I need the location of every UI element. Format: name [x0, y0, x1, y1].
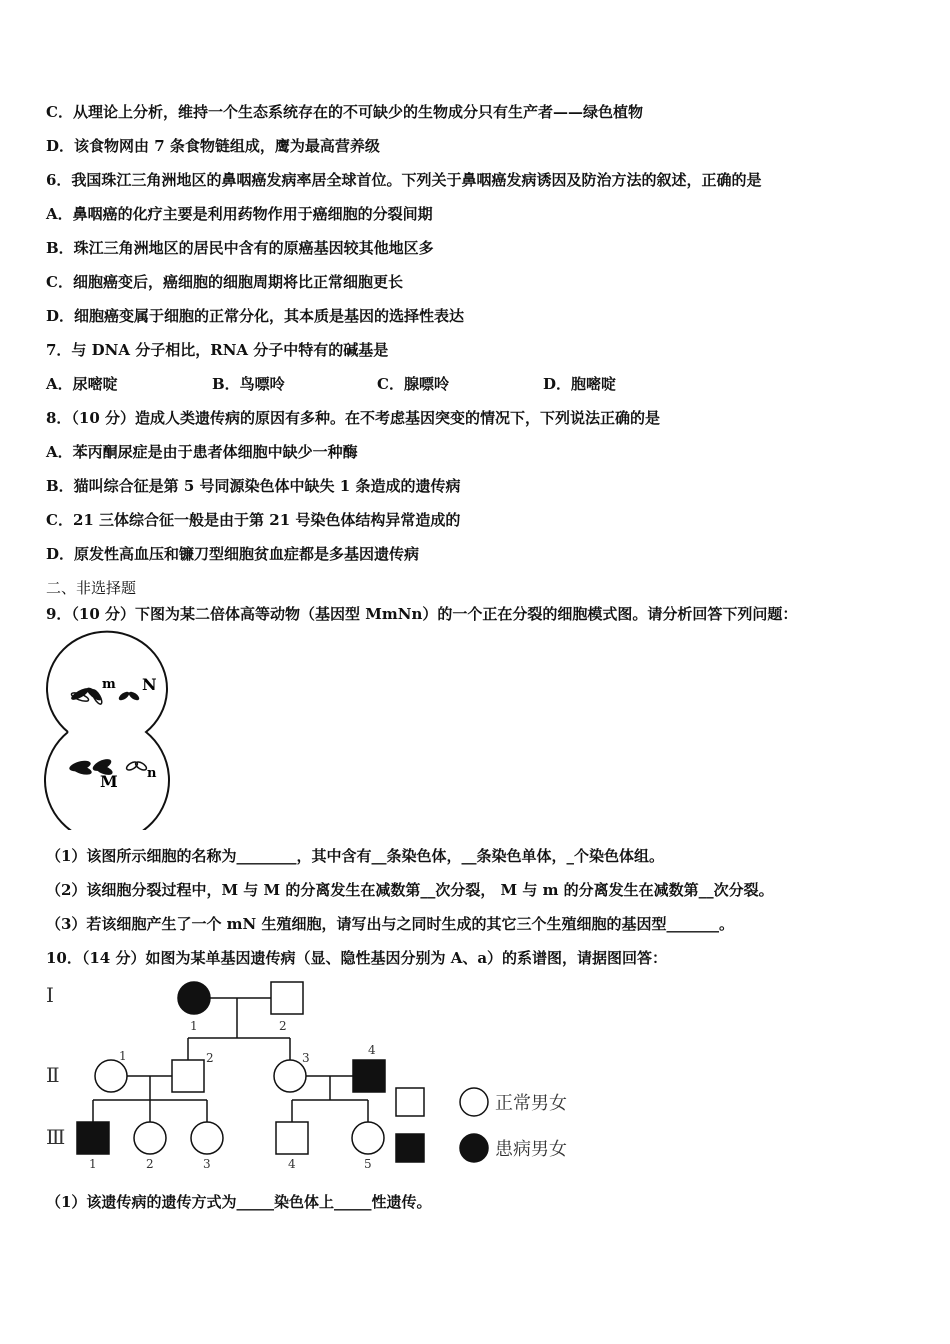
option-5d: D．该食物网由 7 条食物链组成，鹰为最高营养级 [46, 137, 380, 155]
option-8b: B．猫叫综合征是第 5 号同源染色体中缺失 1 条造成的遗传病 [46, 477, 461, 495]
generation-label-III: Ⅲ [46, 1125, 66, 1149]
II-2-normal-male [172, 1060, 204, 1092]
label-I-1: 1 [190, 1019, 198, 1033]
question-6: 6．我国珠江三角洲地区的鼻咽癌发病率居全球首位。下列关于鼻咽癌发病诱因及防治方法的叙述，正确的是 [46, 171, 762, 189]
pedigree-chart [40, 976, 600, 1176]
label-III-4: 4 [288, 1157, 296, 1171]
question-9-part-3: （3）若该细胞产生了一个 mN 生殖细胞，请写出与之同时生成的其它三个生殖细胞的基因型_______。 [46, 915, 734, 933]
label-II-3: 3 [302, 1051, 310, 1065]
chromosome-upper-left [70, 686, 104, 706]
option-6a: A．鼻咽癌的化疗主要是利用药物作用于癌细胞的分裂间期 [46, 205, 433, 223]
question-8: 8．（10 分）造成人类遗传病的原因有多种。在不考虑基因突变的情况下，下列说法正确的是 [46, 409, 661, 427]
gene-label-m: m [102, 677, 116, 692]
label-III-3: 3 [203, 1157, 211, 1171]
question-7: 7．与 DNA 分子相比，RNA 分子中特有的碱基是 [46, 341, 389, 359]
III-1-affected-male [77, 1122, 109, 1154]
option-8d: D．原发性高血压和镰刀型细胞贫血症都是多基因遗传病 [46, 545, 420, 563]
gene-label-n: n [147, 766, 157, 781]
label-II-4: 4 [368, 1043, 376, 1057]
legend-affected-label: 患病男女 [495, 1139, 567, 1160]
legend-affected-male-symbol [396, 1134, 424, 1162]
question-10: 10．（14 分）如图为某单基因遗传病（显、隐性基因分别为 A、a）的系谱图，请据图回答： [46, 949, 668, 967]
label-III-2: 2 [146, 1157, 154, 1171]
option-7d: D．胞嘧啶 [543, 375, 617, 393]
gene-label-M: M [100, 772, 118, 791]
option-7c: C．腺嘌呤 [377, 375, 449, 393]
gene-label-N: N [142, 675, 157, 694]
option-5c: C．从理论上分析，维持一个生态系统存在的不可缺少的生物成分只有生产者——绿色植物 [46, 103, 643, 121]
I-1-affected-female [178, 982, 210, 1014]
option-7b: B．鸟嘌呤 [212, 375, 285, 393]
cell-division-figure [44, 630, 174, 830]
label-II-1: 1 [119, 1049, 127, 1063]
label-I-2: 2 [279, 1019, 287, 1033]
label-III-1: 1 [89, 1157, 97, 1171]
option-7a: A．尿嘧啶 [46, 375, 118, 393]
legend-normal-male-symbol [396, 1088, 424, 1116]
question-9: 9．（10 分）下图为某二倍体高等动物（基因型 MmNn）的一个正在分裂的细胞模式图。请分析回答下列问题： [46, 605, 798, 623]
option-6c: C．细胞癌变后，癌细胞的细胞周期将比正常细胞更长 [46, 273, 403, 291]
generation-label-II: Ⅱ [46, 1063, 60, 1087]
label-III-5: 5 [364, 1157, 372, 1171]
question-9-part-2: （2）该细胞分裂过程中，M 与 M 的分离发生在减数第__次分裂， M 与 m 的分离发生在减数第__次分裂。 [46, 881, 774, 899]
option-6d: D．细胞癌变属于细胞的正常分化，其本质是基因的选择性表达 [46, 307, 465, 325]
III-2-normal-female [134, 1122, 166, 1154]
label-II-2: 2 [206, 1051, 214, 1065]
option-6b: B．珠江三角洲地区的居民中含有的原癌基因较其他地区多 [46, 239, 434, 257]
II-4-affected-male [353, 1060, 385, 1092]
cell-outline [45, 632, 169, 830]
chromosome-lower-right [125, 760, 147, 771]
legend-normal-female-symbol [460, 1088, 488, 1116]
III-4-normal-male [276, 1122, 308, 1154]
I-2-normal-male [271, 982, 303, 1014]
option-8c: C．21 三体综合征一般是由于第 21 号染色体结构异常造成的 [46, 511, 461, 529]
chromosome-upper-right [117, 690, 140, 702]
question-9-part-1: （1）该图所示细胞的名称为________，其中含有__条染色体，__条染色单体，_个染色体组。 [46, 847, 664, 865]
generation-label-I: Ⅰ [46, 983, 54, 1007]
question-10-part-1: （1）该遗传病的遗传方式为_____染色体上_____性遗传。 [46, 1193, 432, 1211]
legend-normal-label: 正常男女 [495, 1093, 567, 1114]
legend-affected-female-symbol [460, 1134, 488, 1162]
III-3-normal-female [191, 1122, 223, 1154]
section-heading: 二、非选择题 [46, 579, 137, 597]
III-5-normal-female [352, 1122, 384, 1154]
option-8a: A．苯丙酮尿症是由于患者体细胞中缺少一种酶 [46, 443, 358, 461]
II-1-normal-female [95, 1060, 127, 1092]
